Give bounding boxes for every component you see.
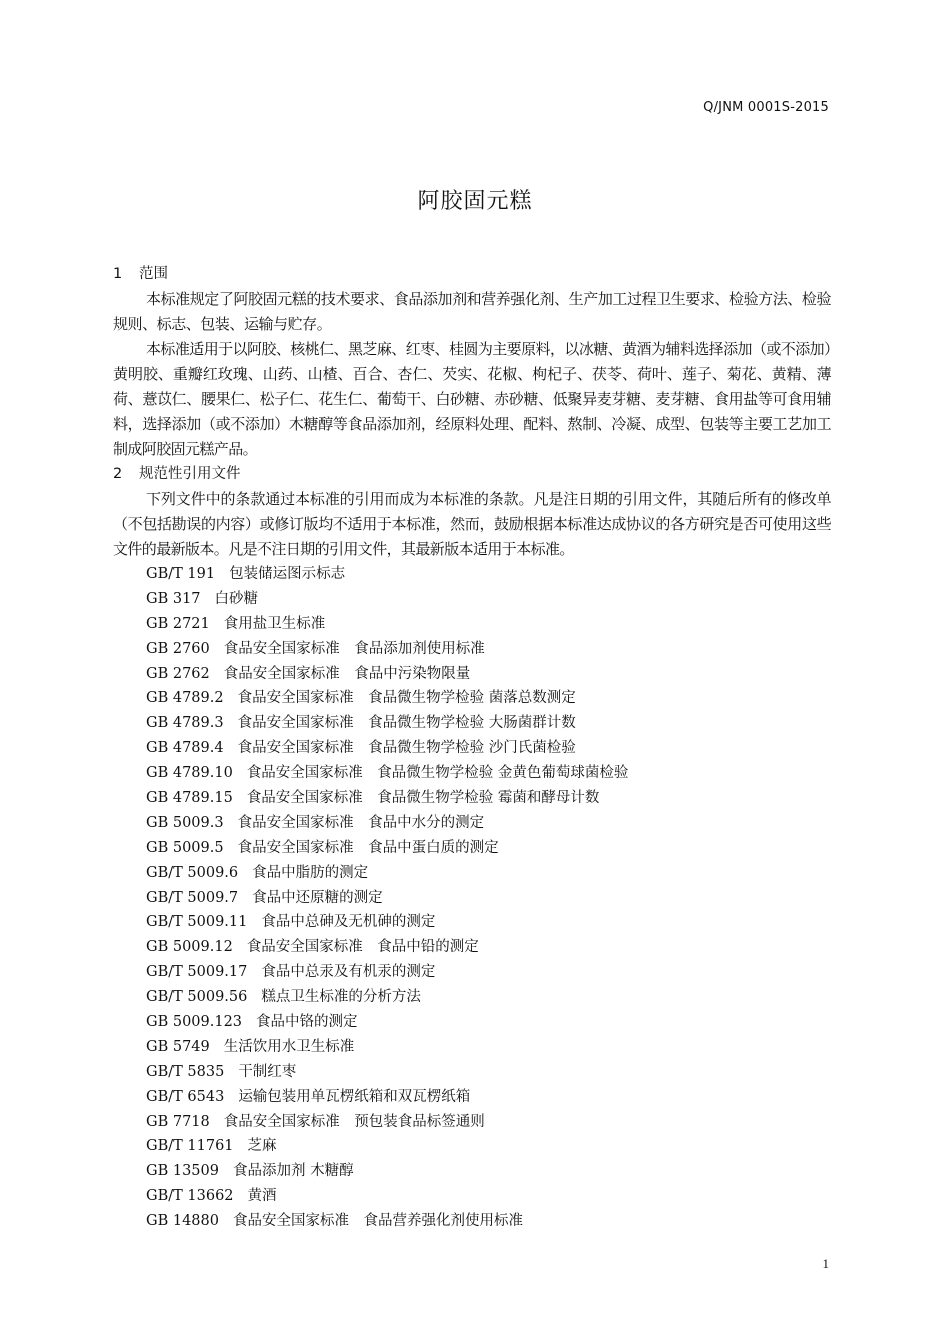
- scope-paragraph-1: 本标准规定了阿胶固元糕的技术要求、食品添加剂和营养强化剂、生产加工过程卫生要求、检验方法、检验规则、标志、包装、运输与贮存。: [113, 290, 831, 333]
- reference-code: GB/T 5009.11: [146, 914, 248, 931]
- reference-title: 食品安全国家标准 食品中污染物限量: [223, 665, 471, 682]
- reference-title: 食品中总砷及无机砷的测定: [261, 914, 436, 931]
- reference-item: [113, 761, 831, 786]
- reference-code: GB/T 5835: [146, 1063, 225, 1080]
- reference-item: [113, 736, 831, 761]
- reference-title: 食品安全国家标准 食品中水分的测定: [237, 814, 485, 831]
- reference-item: [113, 562, 831, 587]
- reference-code: GB 5009.5: [146, 839, 224, 856]
- reference-title: 食品中脂肪的测定: [252, 864, 369, 881]
- reference-title: 干制红枣: [238, 1063, 297, 1080]
- reference-title: 糕点卫生标准的分析方法: [261, 989, 421, 1006]
- reference-item: [113, 1209, 831, 1234]
- reference-title: 食品中总汞及有机汞的测定: [261, 964, 436, 981]
- reference-title: 食品安全国家标准 食品中蛋白质的测定: [237, 839, 499, 856]
- reference-item: [113, 1110, 831, 1135]
- reference-item: [113, 985, 831, 1010]
- scope-paragraph-2: 本标准适用于以阿胶、核桃仁、黑芝麻、红枣、桂圆为主要原料，以冰糖、黄酒为辅料选择添加（或不添加）黄明胶、重瓣红玫瑰、山药、山楂、百合、杏仁、芡实、花椒、枸杞子、茯苓、荷叶、莲子、菊花、黄精、薄荷、薏苡仁、腰果仁、松子仁、花生仁、葡萄干、白砂糖、赤砂糖、低聚异麦芽糖、麦芽糖、食用盐等可食用辅料，选择添加（或不添加）木糖醇等食品添加剂，经原料处理、配料、熬制、冷凝、成型、包装等主要工艺加工制成阿胶固元糕产品。: [113, 340, 831, 458]
- reference-title: 芝麻: [247, 1138, 277, 1155]
- reference-title: 食品安全国家标准 食品微生物学检验 金黄色葡萄球菌检验: [246, 765, 629, 782]
- reference-title: 食用盐卫生标准: [223, 615, 326, 632]
- reference-title: 包装储运图示标志: [229, 566, 346, 582]
- reference-title: 食品安全国家标准 食品中铅的测定: [246, 939, 479, 956]
- reference-code: GB/T 13662: [146, 1188, 234, 1205]
- reference-item: [113, 1035, 831, 1060]
- reference-item: [113, 886, 831, 911]
- reference-title: 食品安全国家标准 食品添加剂使用标准: [223, 640, 485, 657]
- reference-item: [113, 1184, 831, 1209]
- reference-code: GB 5009.12: [146, 939, 233, 956]
- reference-code: GB/T 5009.6: [146, 864, 239, 881]
- section-title: 范围: [139, 266, 168, 282]
- refs-intro-paragraph: 下列文件中的条款通过本标准的引用而成为本标准的条款。凡是注日期的引用文件，其随后所有的修改单（不包括勘误的内容）或修订版均不适用于本标准，然而，鼓励根据本标准达成协议的各方研究是否可使用这些文件的最新版本。凡是不注日期的引用文件，其最新版本适用于本标准。: [113, 490, 831, 558]
- reference-code: GB 14880: [146, 1213, 219, 1230]
- document-body: [113, 262, 831, 1234]
- reference-item: [113, 711, 831, 736]
- reference-item: [113, 637, 831, 662]
- section-heading-scope: [113, 262, 831, 287]
- reference-title: 食品中铬的测定: [256, 1014, 358, 1031]
- reference-list: [113, 562, 831, 1234]
- section-title: 规范性引用文件: [139, 466, 241, 482]
- reference-title: 食品中还原糖的测定: [252, 889, 383, 906]
- reference-item: [113, 587, 831, 612]
- reference-code: GB 4789.10: [146, 765, 233, 782]
- reference-item: [113, 1159, 831, 1184]
- reference-title: 生活饮用水卫生标准: [223, 1038, 355, 1055]
- reference-title: 黄酒: [247, 1188, 277, 1205]
- reference-item: [113, 1010, 831, 1035]
- reference-item: [113, 612, 831, 637]
- reference-item: [113, 1085, 831, 1110]
- reference-code: GB 7718: [146, 1113, 210, 1130]
- reference-item: [113, 1060, 831, 1085]
- reference-item: [113, 686, 831, 711]
- reference-item: [113, 861, 831, 886]
- reference-item: [113, 836, 831, 861]
- reference-code: GB 5749: [146, 1038, 210, 1055]
- reference-code: GB 5009.123: [146, 1014, 243, 1031]
- reference-item: [113, 960, 831, 985]
- reference-code: GB 13509: [146, 1163, 219, 1180]
- reference-title: 食品添加剂 木糖醇: [232, 1163, 354, 1180]
- reference-title: 食品安全国家标准 食品微生物学检验 霉菌和酵母计数: [246, 790, 600, 807]
- reference-code: GB/T 5009.56: [146, 989, 248, 1006]
- reference-code: GB 4789.15: [146, 790, 233, 807]
- reference-code: GB 5009.3: [146, 814, 224, 831]
- section-number: 1: [113, 266, 123, 282]
- reference-title: 食品安全国家标准 食品营养强化剂使用标准: [232, 1213, 523, 1230]
- section-heading-refs: [113, 462, 831, 487]
- reference-item: [113, 662, 831, 687]
- reference-code: GB 4789.3: [146, 715, 224, 732]
- reference-title: 食品安全国家标准 预包装食品标签通则: [223, 1113, 485, 1130]
- reference-code: GB/T 5009.7: [146, 889, 239, 906]
- reference-item: [113, 786, 831, 811]
- reference-code: GB 4789.4: [146, 740, 224, 757]
- reference-item: [113, 910, 831, 935]
- reference-code: GB 2760: [146, 640, 210, 657]
- reference-code: GB 2721: [146, 615, 210, 632]
- document-code: Q/JNM 0001S-2015: [703, 100, 829, 115]
- reference-code: GB 317: [146, 590, 201, 607]
- reference-code: GB/T 6543: [146, 1088, 225, 1105]
- reference-item: [113, 811, 831, 836]
- reference-title: 食品安全国家标准 食品微生物学检验 大肠菌群计数: [237, 715, 576, 732]
- reference-code: GB/T 191: [146, 566, 216, 582]
- reference-item: [113, 1134, 831, 1159]
- reference-code: GB 2762: [146, 665, 210, 682]
- reference-code: GB/T 11761: [146, 1138, 234, 1155]
- reference-title: 食品安全国家标准 食品微生物学检验 菌落总数测定: [237, 690, 576, 707]
- reference-title: 白砂糖: [214, 590, 259, 607]
- reference-title: 运输包装用单瓦楞纸箱和双瓦楞纸箱: [238, 1088, 471, 1105]
- reference-item: [113, 935, 831, 960]
- page-number: 1: [822, 1256, 829, 1271]
- document-title: 阿胶固元糕: [417, 189, 533, 214]
- reference-title: 食品安全国家标准 食品微生物学检验 沙门氏菌检验: [237, 740, 576, 757]
- reference-code: GB 4789.2: [146, 690, 224, 707]
- section-number: 2: [113, 466, 123, 482]
- reference-code: GB/T 5009.17: [146, 964, 248, 981]
